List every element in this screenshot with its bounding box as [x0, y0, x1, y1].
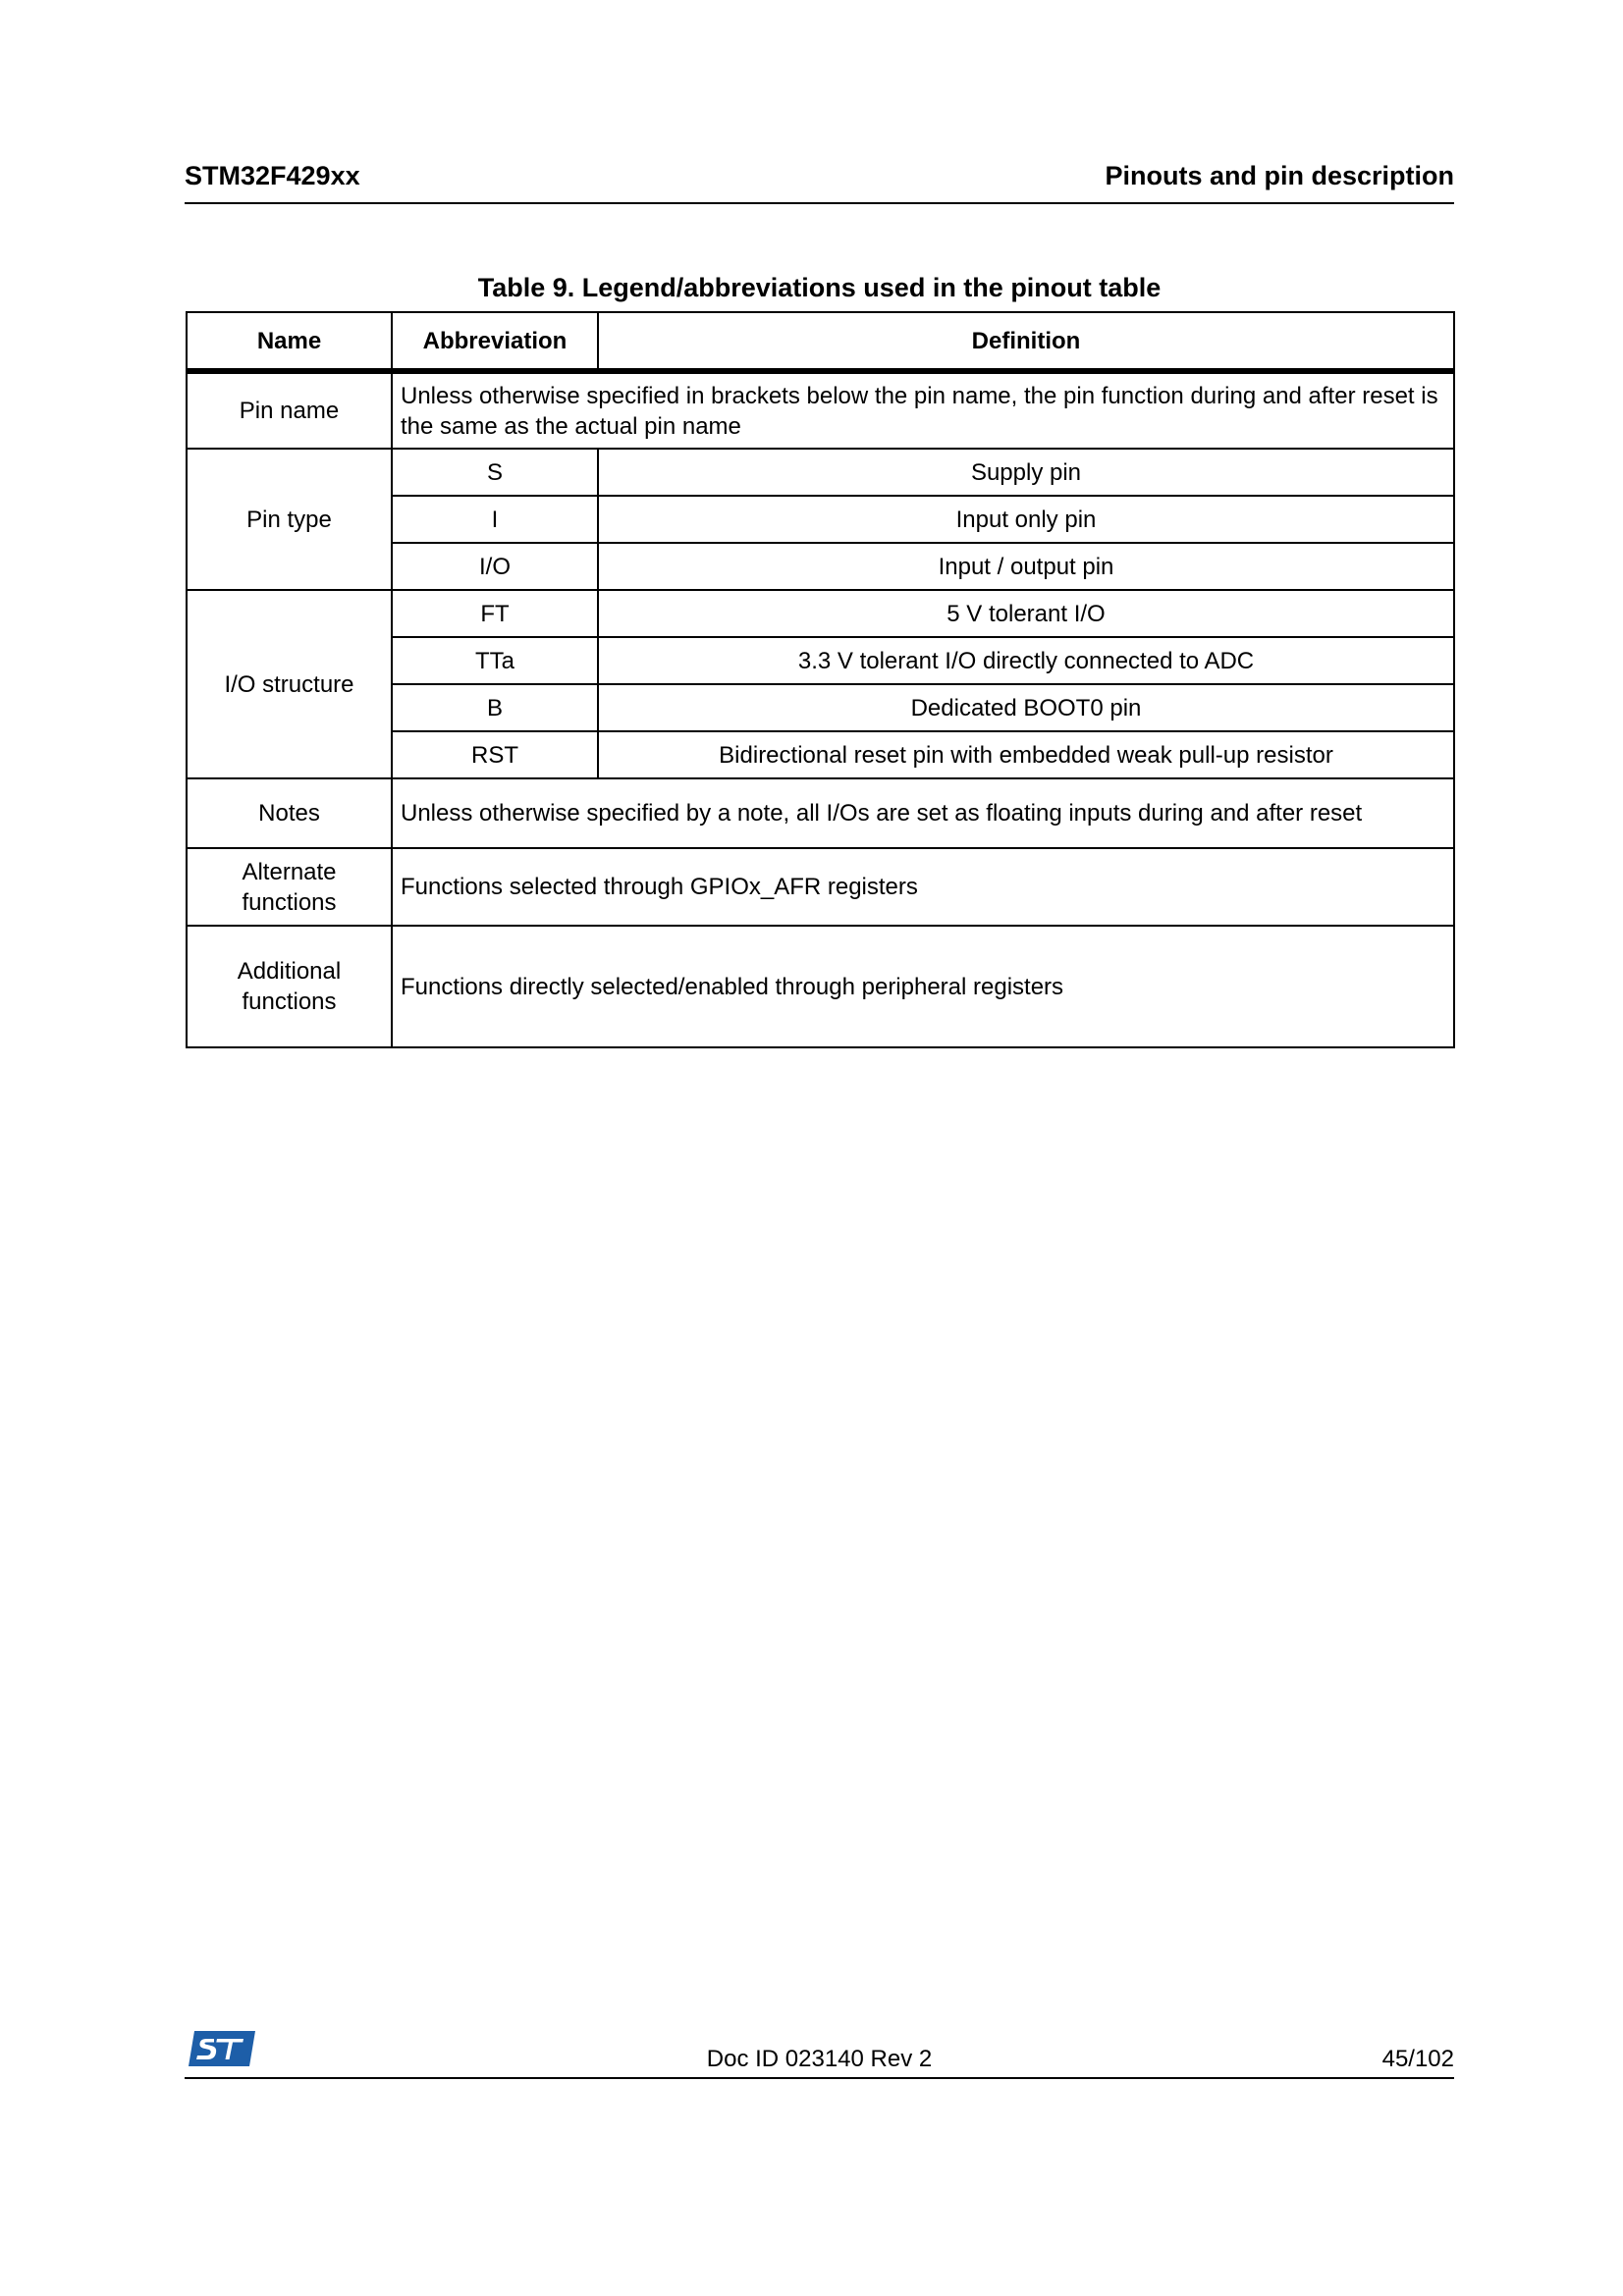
cell-name: I/O structure: [187, 590, 392, 778]
cell-definition: Bidirectional reset pin with embedded weak pull-up resistor: [598, 731, 1454, 778]
cell-definition: Unless otherwise specified in brackets below the pin name, the pin function during and after reset is the same as the actual pin name: [392, 371, 1454, 449]
cell-definition: Functions directly selected/enabled through peripheral registers: [392, 926, 1454, 1047]
table-row-alternate-functions: [187, 848, 1454, 926]
cell-abbreviation: FT: [392, 590, 598, 637]
cell-definition: Unless otherwise specified by a note, all I/Os are set as floating inputs during and after reset: [392, 778, 1454, 848]
table-row-pin-type: [187, 449, 1454, 496]
cell-abbreviation: S: [392, 449, 598, 496]
table-row-pin-name: [187, 371, 1454, 449]
cell-definition: 3.3 V tolerant I/O directly connected to ADC: [598, 637, 1454, 684]
cell-name: Pin name: [187, 371, 392, 449]
cell-abbreviation: TTa: [392, 637, 598, 684]
page-footer: [185, 2022, 1454, 2079]
page-header: [185, 157, 1454, 204]
table-header-row: [187, 312, 1454, 371]
cell-name: Notes: [187, 778, 392, 848]
cell-abbreviation: RST: [392, 731, 598, 778]
cell-abbreviation: B: [392, 684, 598, 731]
cell-name-line: Additional: [237, 958, 342, 985]
cell-name-line: functions: [242, 888, 337, 916]
section-title: Pinouts and pin description: [1105, 161, 1454, 190]
cell-name: Pin type: [187, 449, 392, 590]
column-header-abbreviation: Abbreviation: [392, 312, 598, 371]
legend-table: [186, 311, 1455, 1048]
cell-abbreviation: I/O: [392, 543, 598, 590]
cell-definition: Dedicated BOOT0 pin: [598, 684, 1454, 731]
cell-definition: 5 V tolerant I/O: [598, 590, 1454, 637]
table-row-additional-functions: [187, 926, 1454, 1047]
cell-definition: Supply pin: [598, 449, 1454, 496]
document-title: STM32F429xx: [185, 161, 360, 190]
cell-name-line: functions: [242, 988, 337, 1015]
cell-name: [187, 848, 392, 926]
cell-definition: Input only pin: [598, 496, 1454, 543]
column-header-definition: Definition: [598, 312, 1454, 371]
table-caption: Table 9. Legend/abbreviations used in the pinout table: [477, 273, 1162, 302]
page-number: 45/102: [1381, 2046, 1454, 2072]
cell-name-line: Alternate: [242, 858, 337, 885]
cell-name: [187, 926, 392, 1047]
document-id: Doc ID 023140 Rev 2: [706, 2046, 933, 2072]
cell-definition: Functions selected through GPIOx_AFR registers: [392, 848, 1454, 926]
table-row-io-structure: [187, 590, 1454, 637]
table-row-notes: [187, 778, 1454, 848]
cell-definition: Input / output pin: [598, 543, 1454, 590]
column-header-name: Name: [187, 312, 392, 371]
cell-abbreviation: I: [392, 496, 598, 543]
